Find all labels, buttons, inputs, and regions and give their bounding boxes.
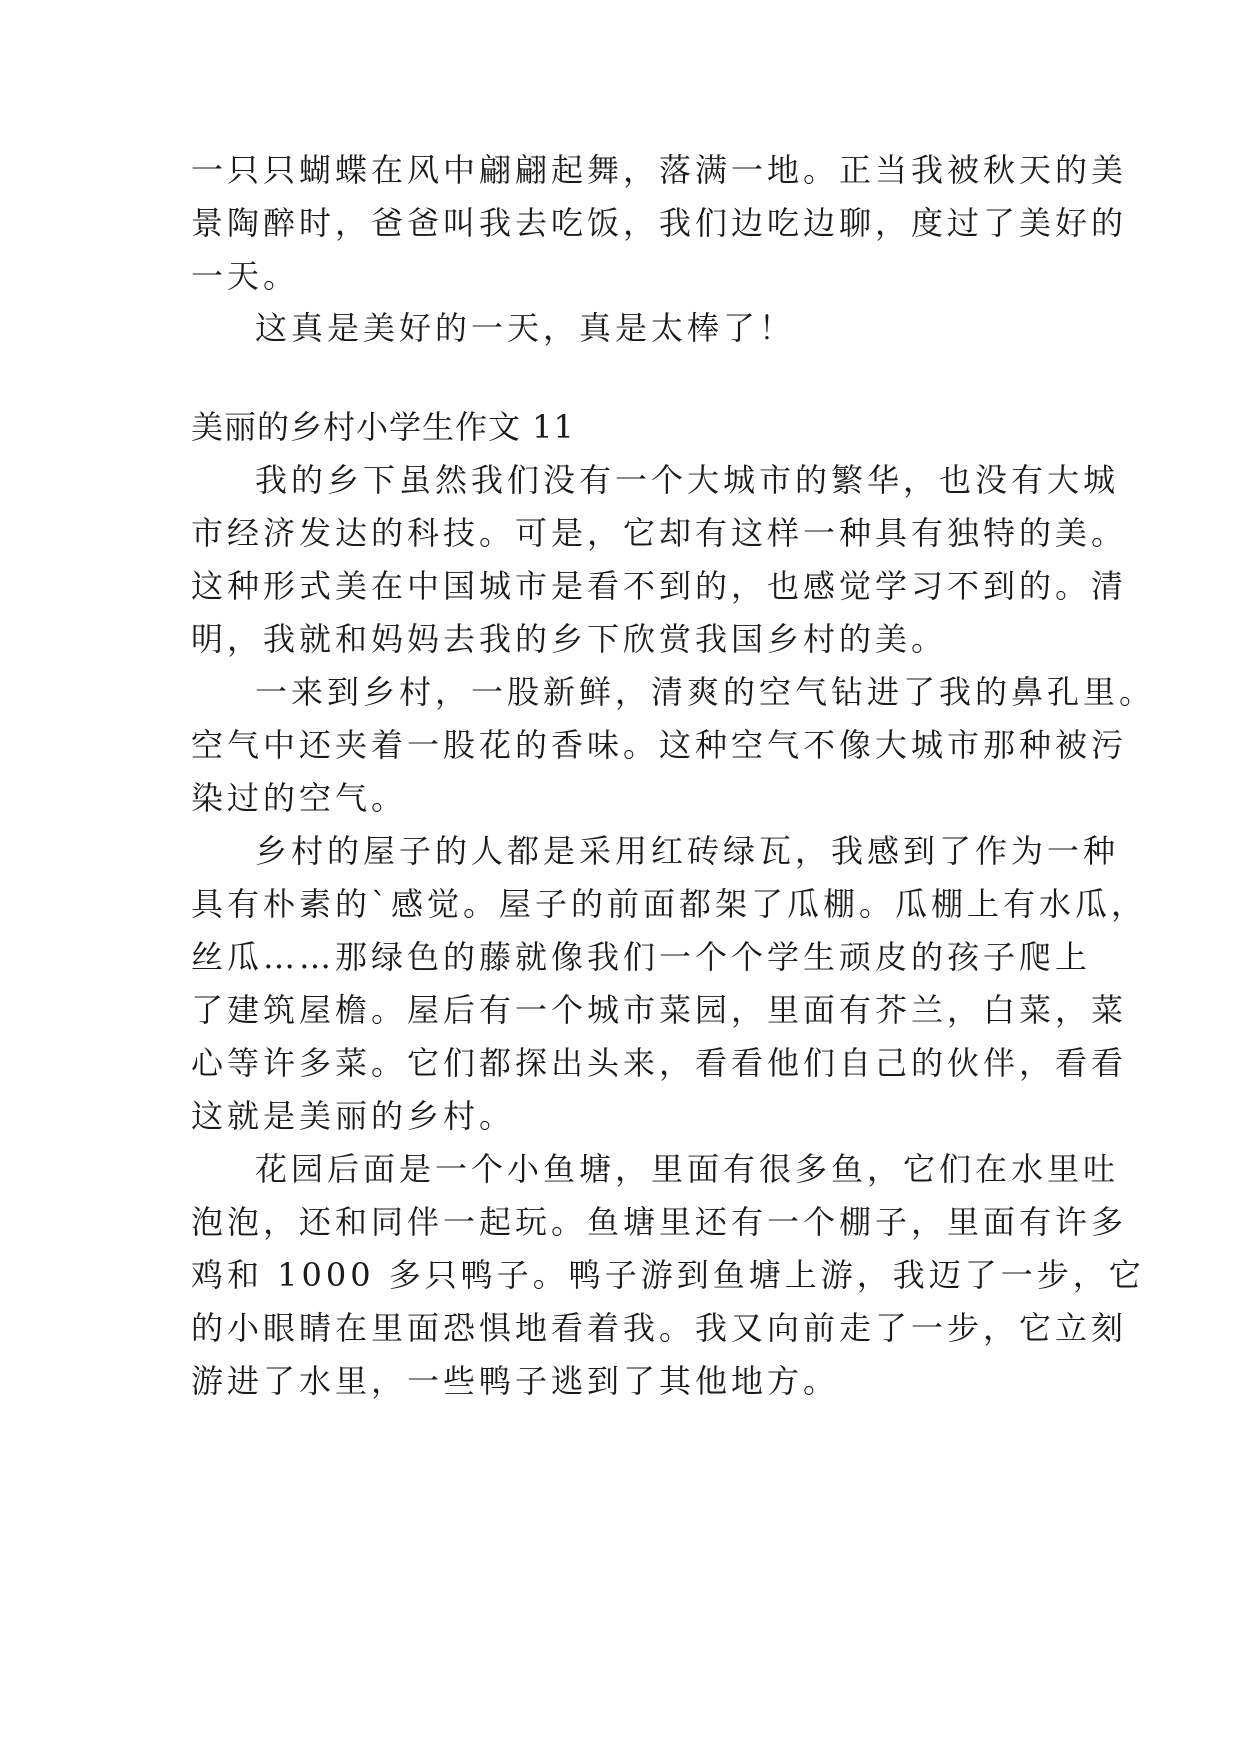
closing-line: 这真是美好的一天，真是太棒了！ xyxy=(255,309,796,347)
text-line: 空气中还夹着一股花的香味。这种空气不像大城市那种被污 xyxy=(191,726,1128,764)
text-line: 游进了水里，一些鸭子逃到了其他地方。 xyxy=(191,1362,840,1400)
text-line: 这就是美丽的乡村。 xyxy=(191,1097,516,1135)
text-line: 泡泡，还和同伴一起玩。鱼塘里还有一个棚子，里面有许多 xyxy=(191,1203,1128,1241)
text-line: 一来到乡村，一股新鲜，清爽的空气钻进了我的鼻孔里。 xyxy=(255,673,1156,711)
text-line: 具有朴素的`感觉。屋子的前面都架了瓜棚。瓜棚上有水瓜， xyxy=(191,885,1148,923)
text-line: 景陶醉时，爸爸叫我去吃饭，我们边吃边聊，度过了美好的 xyxy=(191,204,1128,242)
text-line: 的小眼睛在里面恐惧地看着我。我又向前走了一步，它立刻 xyxy=(191,1309,1128,1347)
text-line: 乡村的屋子的人都是采用红砖绿瓦，我感到了作为一种 xyxy=(255,832,1120,870)
text-line: 明，我就和妈妈去我的乡下欣赏我国乡村的美。 xyxy=(191,620,948,658)
text-line: 鸡和 1000 多只鸭子。鸭子游到鱼塘上游，我迈了一步，它 xyxy=(191,1256,1145,1294)
text-line: 丝瓜……那绿色的藤就像我们一个个学生顽皮的孩子爬上 xyxy=(191,938,1092,976)
text-line: 这种形式美在中国城市是看不到的，也感觉学习不到的。清 xyxy=(191,567,1128,605)
essay-title: 美丽的乡村小学生作文 11 xyxy=(191,408,575,446)
text-line: 心等许多菜。它们都探出头来，看看他们自己的伙伴，看看 xyxy=(191,1044,1128,1082)
text-line: 了建筑屋檐。屋后有一个城市菜园，里面有芥兰，白菜，菜 xyxy=(191,991,1128,1029)
text-line: 花园后面是一个小鱼塘，里面有很多鱼，它们在水里吐 xyxy=(255,1150,1120,1188)
text-line: 染过的空气。 xyxy=(191,779,408,817)
text-line: 我的乡下虽然我们没有一个大城市的繁华，也没有大城 xyxy=(255,461,1120,499)
text-line: 市经济发达的科技。可是，它却有这样一种具有独特的美。 xyxy=(191,514,1128,552)
text-line: 一天。 xyxy=(191,257,300,295)
text-line: 一只只蝴蝶在风中翩翩起舞，落满一地。正当我被秋天的美 xyxy=(191,151,1128,189)
